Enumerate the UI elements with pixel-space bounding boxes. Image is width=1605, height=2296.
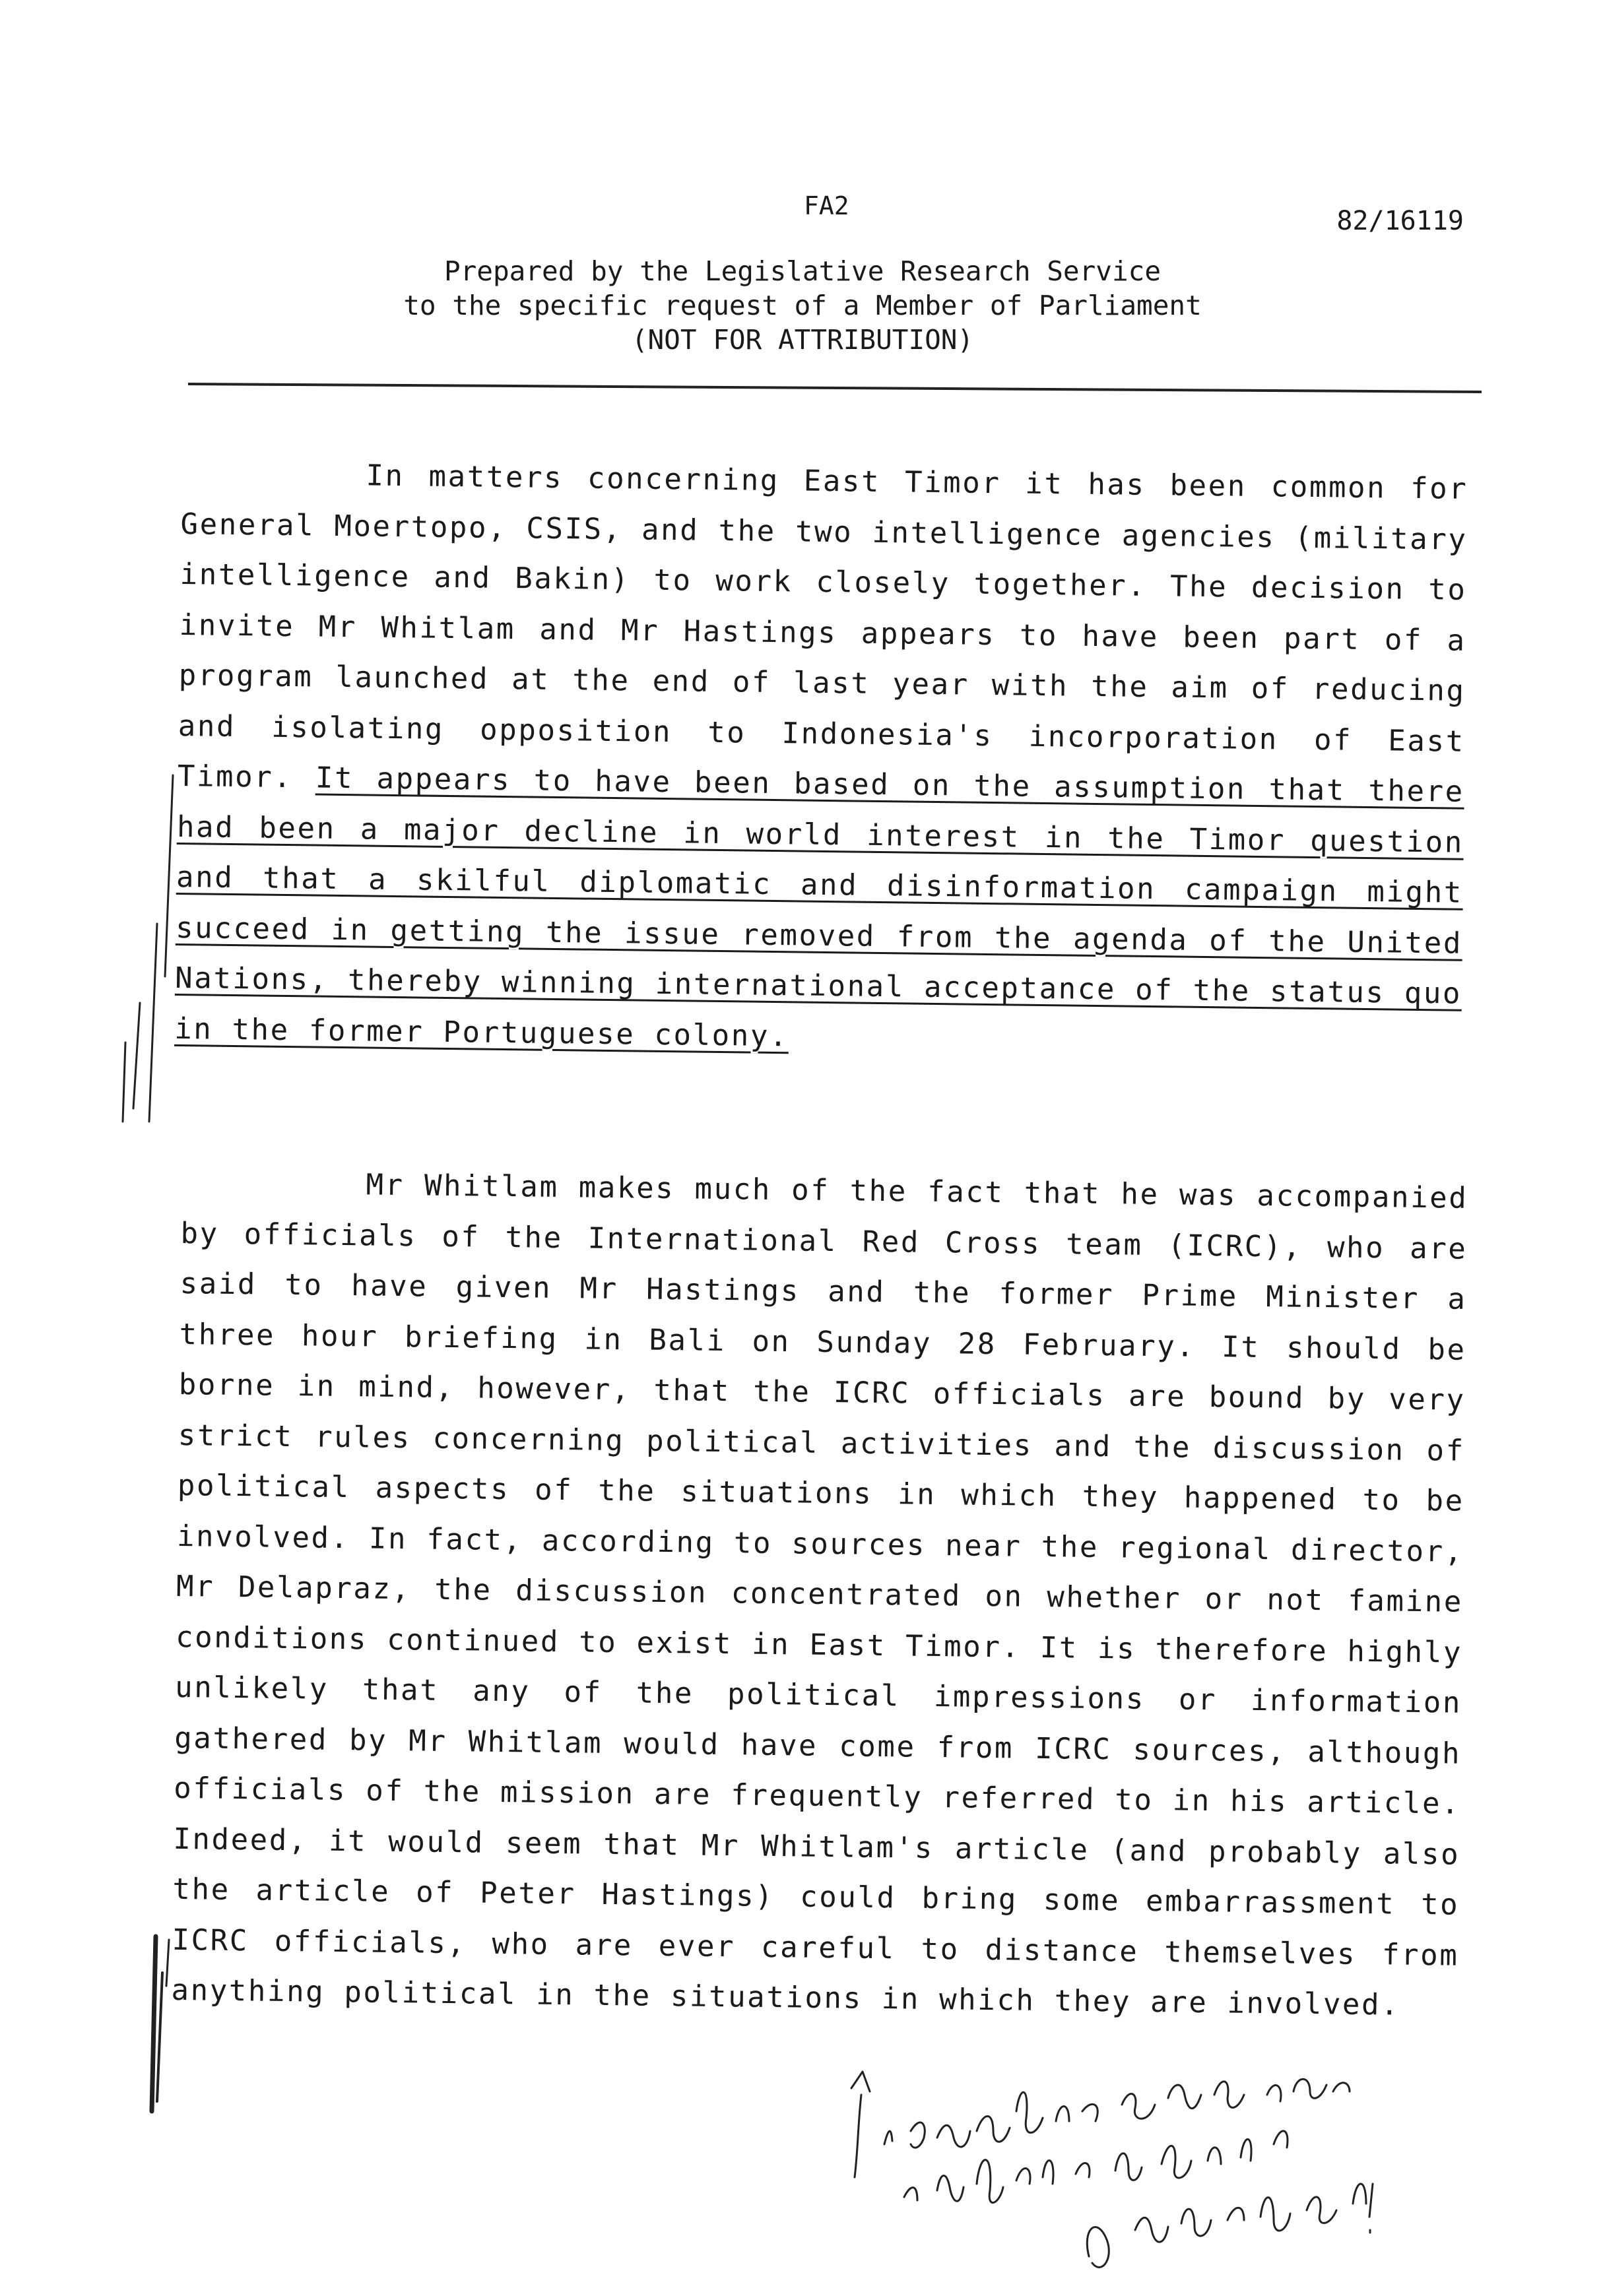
document-code: FA2 (804, 191, 849, 220)
paragraph-1-text: In matters concerning East Timor it has been common for General Moertopo, CSIS, and the two intelligence agencies (military intelligence and Bakin) to work closely together. The decision to invite Mr Whitlam and Mr Hastings appears to have been part of a program launched at the end of last year with the aim of reducing and isolating opposition to Indonesia's incorporation of East Timor. (177, 459, 1468, 795)
prepared-line-3: (NOT FOR ATTRIBUTION) (631, 324, 974, 356)
margin-bar-2 (157, 1973, 162, 2101)
handwriting-line-2 (904, 2131, 1288, 2203)
margin-line-1 (165, 775, 173, 976)
handwriting-line-1 (884, 2079, 1350, 2148)
handwriting-line-3 (1087, 2184, 1373, 2267)
prepared-line-2: to the specific request of a Member of Parliament (403, 290, 1202, 321)
margin-bar-3 (166, 1940, 169, 1986)
arrow-head-icon (851, 2072, 870, 2091)
margin-line-4 (123, 1042, 125, 1122)
paragraph-1 (174, 449, 1468, 1070)
header-rule (188, 383, 1482, 393)
underlined-passage: It appears to have been based on the assumption that there had been a major decline in world interest in the Timor question and that a skilful diplomatic and disinformation campaign might succeed in getting the issue removed from the agenda of the United Nations, thereby winning international acceptance of the status quo in the former Portuguese colony. (174, 761, 1465, 1053)
prepared-by-heading (0, 254, 1605, 357)
prepared-line-1: Prepared by the Legislative Research Service (443, 255, 1162, 287)
paragraph-2-text: Mr Whitlam makes much of the fact that he was accompanied by officials of the International Red Cross team (ICRC), who are said to have given Mr Hastings and the former Prime Minister a three hour briefing in Bali on Sunday 28 February. It should be borne in mind, however, that the ICRC officials are bound by very strict rules concerning political activities and the discussion of political aspects of the situations in which they happened to be involved. In fact, according to sources near the regional director, Mr Delapraz, the discussion concentrated on whether or not famine conditions continued to exist in East Timor. It is therefore highly unlikely that any of the political impressions or information gathered by Mr Whitlam would have come from ICRC sources, although officials of the mission are frequently referred to in his article. Indeed, it would seem that Mr Whitlam's article (and probably also the article of Peter Hastings) could bring some embarrassment to ICRC officials, who are ever careful to distance themselves from anything political in the situations in which they are involved. (171, 1168, 1468, 2022)
reference-number: 82/16119 (1336, 206, 1464, 236)
margin-bar-1 (152, 1936, 156, 2111)
margin-line-2 (149, 924, 157, 1122)
paragraph-2 (171, 1158, 1468, 2031)
arrow-icon (855, 2095, 861, 2177)
margin-line-3 (133, 1003, 140, 1108)
